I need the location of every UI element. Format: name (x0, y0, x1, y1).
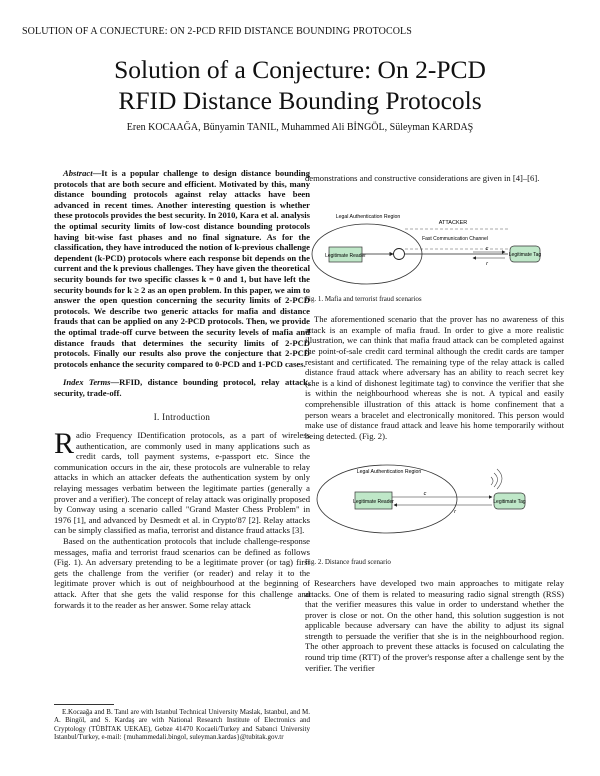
abstract (54, 168, 310, 369)
right-paragraph-1: The aforementioned scenario that the prover has no awareness of this attack is an example of mafia fraud. In order to give a more realistic illustration, we can think that mafia fraud attack can be completed against the point-of-sale credit card terminal although the credit cards are tamper resistant and certificated. The remaining type of the relay attack is called distance fraud attack where adversary has an ability to reach secret key (she is a kind of dishonest legitimate tag) to convince the verifier that she is within the neighbourhood whereas she is not. A typical and easily comprehensible illustration of this attack is home confinement that a person wears a bracelet and electronically monitored. This person would make use of distance fraud attack and leave his home temporarily without being detected. (Fig. 2). (305, 314, 564, 441)
running-head: SOLUTION OF A CONJECTURE: ON 2-PCD RFID DISTANCE BOUNDING PROTOCOLS (22, 26, 412, 37)
right-column (305, 173, 564, 673)
fig1-tag-label: Legitimate Tag (508, 251, 542, 258)
figure-2-diagram (305, 445, 564, 553)
figure-1-diagram (305, 188, 564, 290)
abstract-text: —It is a popular challenge to design distance bounding protocols that are both secure and efficient. Motivated by this, many distance bounding protocols against relay attacks have been advanced in recent times. Another interesting question is whether these protocols provides the best security. In 2010, Kara et al. analysis the optimal security limits of low-cost distance bounding protocols having bit-wise fast phases and no final signature. As for the classification, they have introduced the notion of k-previous challenge dependent (k-PCD) protocols where each response bit depends on the current and the k previous challenges. They have given the theoretical security bounds for two specific classes k = 0 and 1, but have left the security bounds for k ≥ 2 as an open problem. In this paper, we aim to answer the open question concerning the security limits of 2-PCD protocols. We describe two generic attacks for mafia and distance frauds that can be applied on any 2-PCD protocols. Then, we provide the optimal trade-off curve between the security levels of mafia and distance frauds that determines the security limits of 2-PCD protocols. Finally our results also prove the conjecture that 2-PCD protocols enhance the security compared to 0-PCD and 1-PCD cases. (54, 168, 310, 369)
index-terms (54, 377, 310, 398)
wireless-signal-icon (491, 469, 502, 489)
right-paragraph-2: Researchers have developed two main approaches to mitigate relay attacks. One of them is related to measuring radio signal strength (RSS) that the verifier measures this value in order to understand whether the prover is close or not. On the other hand, this solution suggestion is not applicable because adversary can have the ability to adjust its signal strength to persuade the verifier that she is in the neighbourhood region. The other approach to prevent these attacks is focused on calculating the round trip time (RTT) of the prover's response after a challenge sent by the verifier. The verifier (305, 577, 564, 673)
fig1-r-label: r (486, 260, 488, 267)
fig2-reader-label: Legitimate Reader (353, 499, 394, 506)
fig2-c-label: c (423, 491, 427, 498)
left-column (54, 168, 310, 610)
attacker-node-icon (394, 248, 405, 259)
fig2-region-label: Legal Authentication Region (356, 469, 422, 476)
index-terms-label: Index Terms (63, 377, 111, 388)
figure-2 (305, 445, 564, 553)
fig2-r-label: r (454, 509, 456, 516)
author-list: Eren KOCAAĞA, Bünyamin TANIL, Muhammed Ali BİNGÖL, Süleyman KARDAŞ (126, 122, 474, 133)
section-heading: I. Introduction (153, 412, 211, 423)
intro-paragraph-1-text: adio Frequency IDentification protocols, as a part of wireless authentication, are commonly used in many applications such as credit cards, toll payment systems, e-passport etc. Since the communication occurs in the air, these protocols are vulnerable to relay attacks in which an attacker defeats the authentication system by only relaying messages verbatim between the legitimate parties (generally a prover and a verifier). The concept of relay attack was originally proposed by Conway using a scenario called "Grand Master Chess Problem" in 1976 [1], and advanced by Desmedt et al. in Crypto'87 [2]. Relay attacks can be simply classified as mafia, terrorist and distance fraud attacks [3]. (54, 430, 310, 536)
title-line-2: RFID Distance Bounding Protocols (118, 86, 482, 115)
footnote: E.Kocaağa and B. Tanıl are with Istanbul Technical University Maslak, Istanbul, and M. A. Bingöl, and S. Kardaş are with National Research Institute of Electronics and Cryptology (TÜBİTAK UEKAE), Gebze 41470 Kocaeli/Turkey and Sabanci University Istanbul/Turkey, e-mail: {muhammedali.bingol, suleyman.kardas}@tubitak.gov.tr (54, 708, 310, 741)
fig1-region-label: Legal Authentication Region (335, 213, 401, 220)
fig1-attacker-label: ATTACKER (438, 219, 468, 226)
figure-2-caption: Fig. 2. Distance fraud scenario (305, 558, 391, 567)
fig1-c-label: c (485, 245, 489, 252)
footnote-rule (54, 704, 114, 705)
title-line-1: Solution of a Conjecture: On 2-PCD (114, 55, 486, 84)
intro-paragraph-2: Based on the authentication protocols that include challenge-response messages, mafia and terrorist fraud scenarios can be defined as follows (Fig. 1). An adversary pretending to be a legitimate prover (or tag) first gets the challenge from the verifier (or reader) and relay it to the legitimate prover which is out of neighbourhood at the beginning of attack. After that she gets the valid response for this challenge and forwards it to the reader as her answer. Some relay attack (54, 536, 310, 610)
drop-cap: R (54, 427, 75, 461)
intro-paragraph-1 (54, 427, 310, 536)
fig2-tag-label: Legitimate Tag (493, 499, 526, 506)
figure-1-caption: Fig. 1. Mafia and terrorist fraud scenarios (305, 294, 422, 303)
figure-1 (305, 188, 564, 290)
fig1-reader-label: Legitimate Reader (325, 252, 366, 259)
fig1-channel-label: Fast Communication Channel (422, 235, 488, 242)
paper-title (0, 54, 600, 116)
right-paragraph-0: demonstrations and constructive considerations are given in [4]–[6]. (305, 173, 540, 183)
index-terms-text: —RFID, distance bounding protocol, relay attack, security, trade-off. (54, 377, 310, 398)
abstract-label: Abstract (63, 168, 93, 178)
